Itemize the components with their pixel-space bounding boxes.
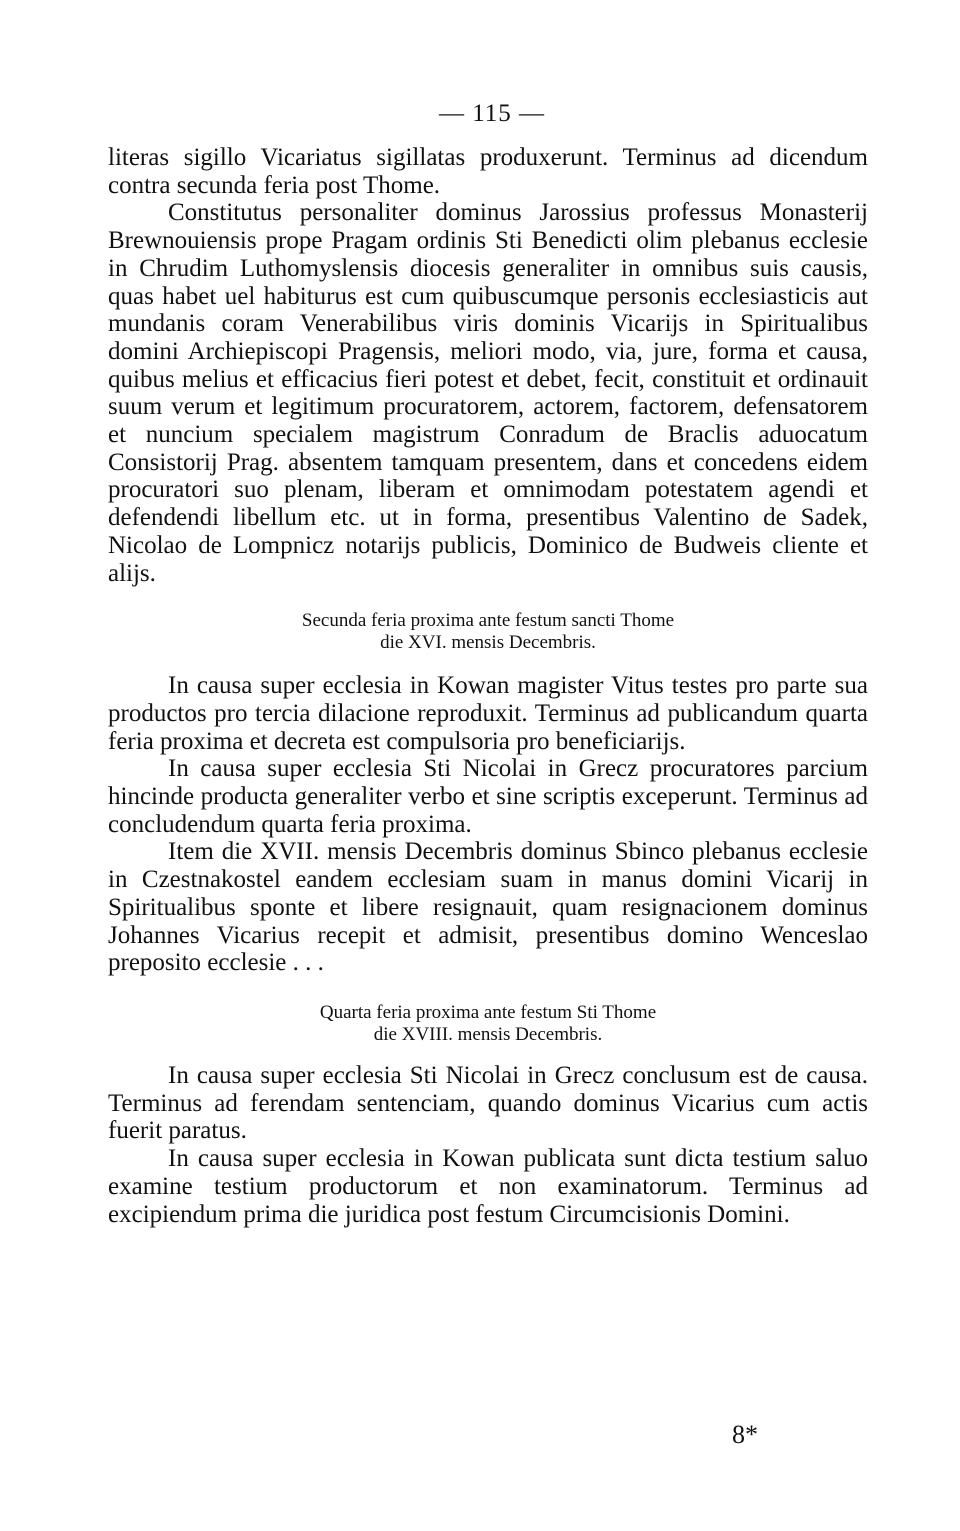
page-number: — 115 —: [438, 100, 546, 127]
heading-line: die XVI. mensis Decembris.: [380, 632, 596, 654]
paragraph: Constitutus personaliter dominus Jarossius professus Monasterij Brewnouiensis prope Pragam ordinis Sti Benedicti olim plebanus ecclesie in Chrudim Luthomyslensis diocesis generaliter in omnibus suis causis, quas habet uel habiturus est cum quibuscumque personis ecclesiasticis aut mundanis coram Venerabilibus viris dominis Vicarijs in Spiritualibus domini Archiepiscopi Pragensis, meliori modo, via, jure, forma et causa, quibus melius et efficacius fieri potest et debet, fecit, constituit et ordinauit suum verum et legitimum procuratorem, actorem, factorem, defensatorem et nuncium specialem magistrum Conradum de Braclis aduocatum Consistorij Prag. absentem tamquam presentem, dans et concedens eidem procuratori suo plenam, liberam et omnimodam potestatem agendi et defendendi libellum etc. ut in forma, presentibus Valentino de Sadek, Nicolao de Lompnicz notarijs publicis, Dominico de Budweis cliente et alijs.: [108, 199, 868, 587]
paragraph: In causa super ecclesia Sti Nicolai in Grecz procuratores parcium hincinde producta generaliter verbo et sine scriptis exceperunt. Terminus ad concludendum quarta feria proxima.: [108, 755, 868, 838]
section-heading-1: [108, 610, 868, 654]
paragraph: Item die XVII. mensis Decembris dominus Sbinco plebanus ecclesie in Czestnakostel eandem ecclesiam suam in manus domini Vicarij in Spiritualibus sponte et libere resignauit, quam resignacionem dominus Johannes Vicarius recepit et admisit, presentibus domino Wenceslao preposito ecclesie . . .: [108, 838, 868, 977]
paragraph: In causa super ecclesia in Kowan publicata sunt dicta testium saluo examine testium productorum et non examinatorum. Terminus ad excipiendum prima die juridica post festum Circumcisionis Domini.: [108, 1145, 868, 1228]
section-heading-2: [108, 1002, 868, 1046]
text-block-2: [108, 672, 868, 977]
paragraph: In causa super ecclesia in Kowan magister Vitus testes pro parte sua productos pro tercia dilacione reproduxit. Terminus ad publicandum quarta feria proxima et decreta est compulsoria pro beneficiarijs.: [108, 672, 868, 755]
heading-line: die XVIII. mensis Decembris.: [373, 1023, 603, 1045]
paragraph: In causa super ecclesia Sti Nicolai in Grecz conclusum est de causa. Terminus ad ferendam sentenciam, quando dominus Vicarius cum actis fuerit paratus.: [108, 1061, 868, 1145]
paragraph: literas sigillo Vicariatus sigillatas produxerunt. Terminus ad dicendum contra secunda feria post Thome.: [108, 144, 868, 199]
heading-line: Secunda feria proxima ante festum sancti Thome: [301, 610, 675, 632]
text-block-3: [108, 1062, 868, 1228]
text-block-1: [108, 144, 868, 587]
heading-line: Quarta feria proxima ante festum Sti Thome: [319, 1001, 657, 1023]
document-page: [108, 100, 868, 1228]
printer-signature-mark: 8*: [732, 1420, 758, 1449]
